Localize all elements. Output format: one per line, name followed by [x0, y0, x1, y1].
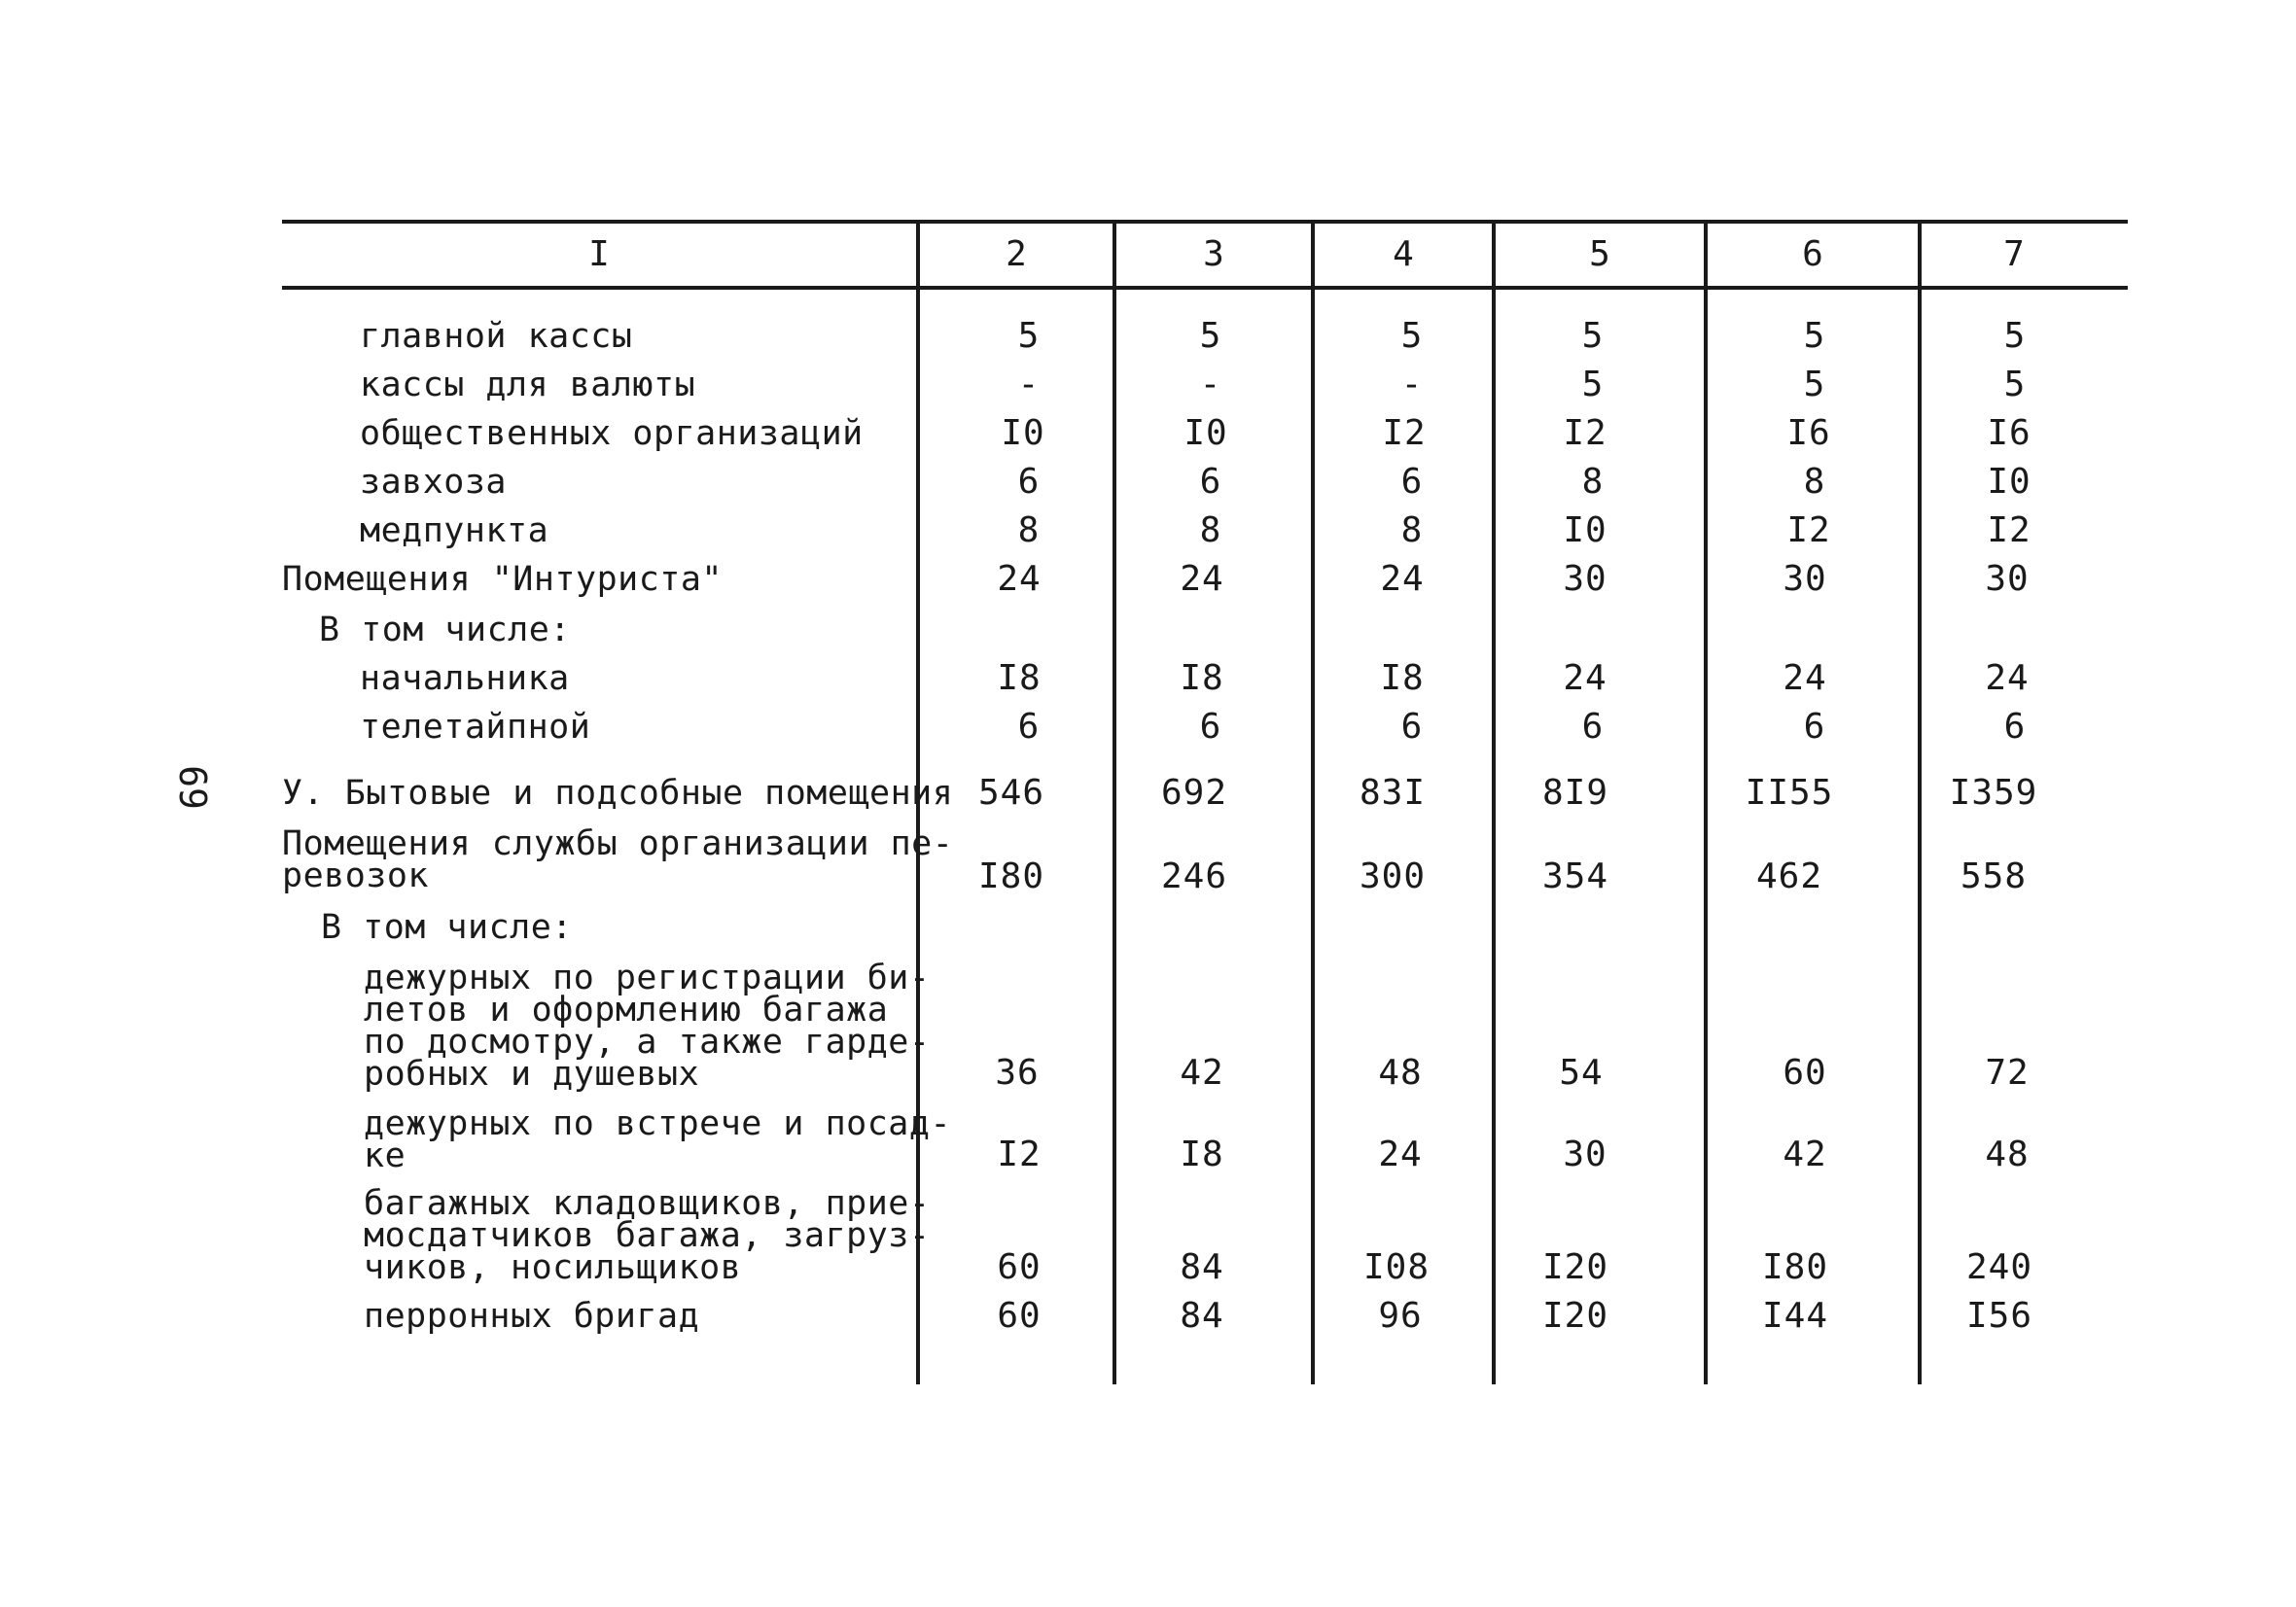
row-value: 24: [1180, 559, 1224, 599]
row-value: 5: [1581, 365, 1605, 404]
table-header-rule: [282, 286, 2128, 290]
row-value: 24: [1783, 658, 1827, 698]
table-top-rule: [282, 220, 2128, 224]
row-value: 54: [1559, 1053, 1604, 1093]
row-label: кассы для валюты: [360, 366, 696, 404]
row-value: I6: [1987, 413, 2031, 453]
row-value: 546: [977, 773, 1045, 813]
row-value: 240: [1965, 1247, 2033, 1287]
row-label: главной кассы: [360, 317, 633, 356]
row-value: 5: [1400, 316, 1424, 356]
row-value: 5: [1199, 316, 1222, 356]
row-value: I2: [1563, 413, 1607, 453]
row-value: 83I: [1359, 773, 1427, 813]
row-value: 6: [1017, 707, 1041, 747]
row-value: 24: [1985, 658, 2030, 698]
row-label: дежурных по регистрации би- летов и оформлению багажа по досмотру, а также гарде- робных и душевых: [364, 959, 931, 1094]
row-value: I2: [1382, 413, 1427, 453]
row-label: Помещения службы организации пе- ревозок: [282, 824, 954, 895]
row-label: В том числе:: [319, 611, 571, 649]
row-value: 6: [1400, 462, 1424, 502]
row-value: 6: [1199, 707, 1222, 747]
row-value: 24: [1563, 658, 1607, 698]
column-divider: [1113, 220, 1116, 1384]
row-value: I359: [1949, 773, 2038, 813]
row-label: В том числе:: [321, 908, 573, 947]
row-value: I8: [1380, 658, 1425, 698]
row-value: I8: [1180, 1135, 1224, 1174]
row-value: 30: [1563, 1135, 1607, 1174]
row-value: 5: [1803, 316, 1826, 356]
row-value: 8: [1017, 510, 1041, 550]
row-label: У. Бытовые и подсобные помещения: [282, 774, 954, 813]
row-value: I0: [1001, 413, 1045, 453]
row-value: 60: [1783, 1053, 1827, 1093]
row-label: багажных кладовщиков, прие- мосдатчиков багажа, загруз- чиков, носильщиков: [364, 1184, 931, 1287]
row-value: 48: [1985, 1135, 2030, 1174]
row-value: 5: [2003, 316, 2027, 356]
row-value: 6: [2003, 707, 2027, 747]
column-header: 5: [1589, 234, 1610, 274]
row-value: I8: [1180, 658, 1224, 698]
row-value: I2: [1786, 510, 1831, 550]
row-value: 60: [997, 1296, 1042, 1336]
row-value: 8: [1400, 510, 1424, 550]
row-value: 6: [1199, 462, 1222, 502]
row-value: 84: [1180, 1296, 1224, 1336]
row-value: 42: [1783, 1135, 1827, 1174]
column-header: 2: [1006, 234, 1027, 274]
row-value: 558: [1960, 856, 2028, 896]
column-header: 6: [1802, 234, 1823, 274]
row-value: 8: [1581, 462, 1605, 502]
row-value: 30: [1985, 559, 2030, 599]
row-value: 30: [1783, 559, 1827, 599]
row-value: 6: [1581, 707, 1605, 747]
row-label: дежурных по встрече и посад- ке: [364, 1104, 952, 1175]
row-value: -: [1400, 365, 1424, 404]
row-value: I20: [1541, 1296, 1609, 1336]
row-value: I0: [1563, 510, 1607, 550]
row-value: 5: [1803, 365, 1826, 404]
column-header: I: [588, 234, 610, 274]
row-value: I80: [1761, 1247, 1829, 1287]
column-header: 4: [1393, 234, 1414, 274]
row-value: 5: [1581, 316, 1605, 356]
row-label: общественных организаций: [360, 414, 864, 453]
row-value: 84: [1180, 1247, 1224, 1287]
row-value: I8: [997, 658, 1042, 698]
column-header: 3: [1203, 234, 1224, 274]
row-value: 692: [1160, 773, 1228, 813]
row-value: 36: [995, 1053, 1040, 1093]
row-value: I80: [977, 856, 1045, 896]
row-value: 8I9: [1541, 773, 1609, 813]
row-value: 60: [997, 1247, 1042, 1287]
column-divider: [1704, 220, 1708, 1384]
row-value: I0: [1183, 413, 1228, 453]
row-value: 72: [1985, 1053, 2030, 1093]
row-value: I2: [997, 1135, 1042, 1174]
row-value: 8: [1803, 462, 1826, 502]
row-value: 6: [1017, 462, 1041, 502]
row-value: II55: [1745, 773, 1834, 813]
row-value: 462: [1755, 856, 1823, 896]
row-label: начальника: [360, 659, 570, 698]
row-label: телетайпной: [360, 708, 591, 747]
row-value: I2: [1987, 510, 2031, 550]
row-value: 24: [1380, 559, 1425, 599]
row-value: I0: [1987, 462, 2031, 502]
row-value: 300: [1359, 856, 1427, 896]
row-value: I6: [1786, 413, 1831, 453]
row-value: 8: [1199, 510, 1222, 550]
row-value: 5: [2003, 365, 2027, 404]
row-value: I56: [1965, 1296, 2033, 1336]
row-label: медпункта: [360, 511, 549, 550]
row-value: 48: [1378, 1053, 1423, 1093]
row-value: 6: [1803, 707, 1826, 747]
row-value: 24: [1378, 1135, 1423, 1174]
row-value: I08: [1362, 1247, 1431, 1287]
row-value: I44: [1761, 1296, 1829, 1336]
column-header: 7: [2003, 234, 2025, 274]
row-value: 96: [1378, 1296, 1423, 1336]
row-value: 6: [1400, 707, 1424, 747]
column-divider: [1492, 220, 1496, 1384]
row-label: Помещения "Интуриста": [282, 560, 724, 599]
row-label: завхоза: [360, 463, 508, 502]
column-divider: [1311, 220, 1315, 1384]
row-value: I20: [1541, 1247, 1609, 1287]
row-value: 5: [1017, 316, 1041, 356]
row-value: -: [1199, 365, 1222, 404]
row-value: 42: [1180, 1053, 1224, 1093]
row-value: -: [1017, 365, 1041, 404]
row-value: 246: [1160, 856, 1228, 896]
row-value: 30: [1563, 559, 1607, 599]
row-value: 24: [997, 559, 1042, 599]
column-divider: [1918, 220, 1922, 1384]
row-value: 354: [1541, 856, 1609, 896]
row-label: перронных бригад: [364, 1297, 700, 1336]
page-number: 69: [171, 765, 214, 810]
